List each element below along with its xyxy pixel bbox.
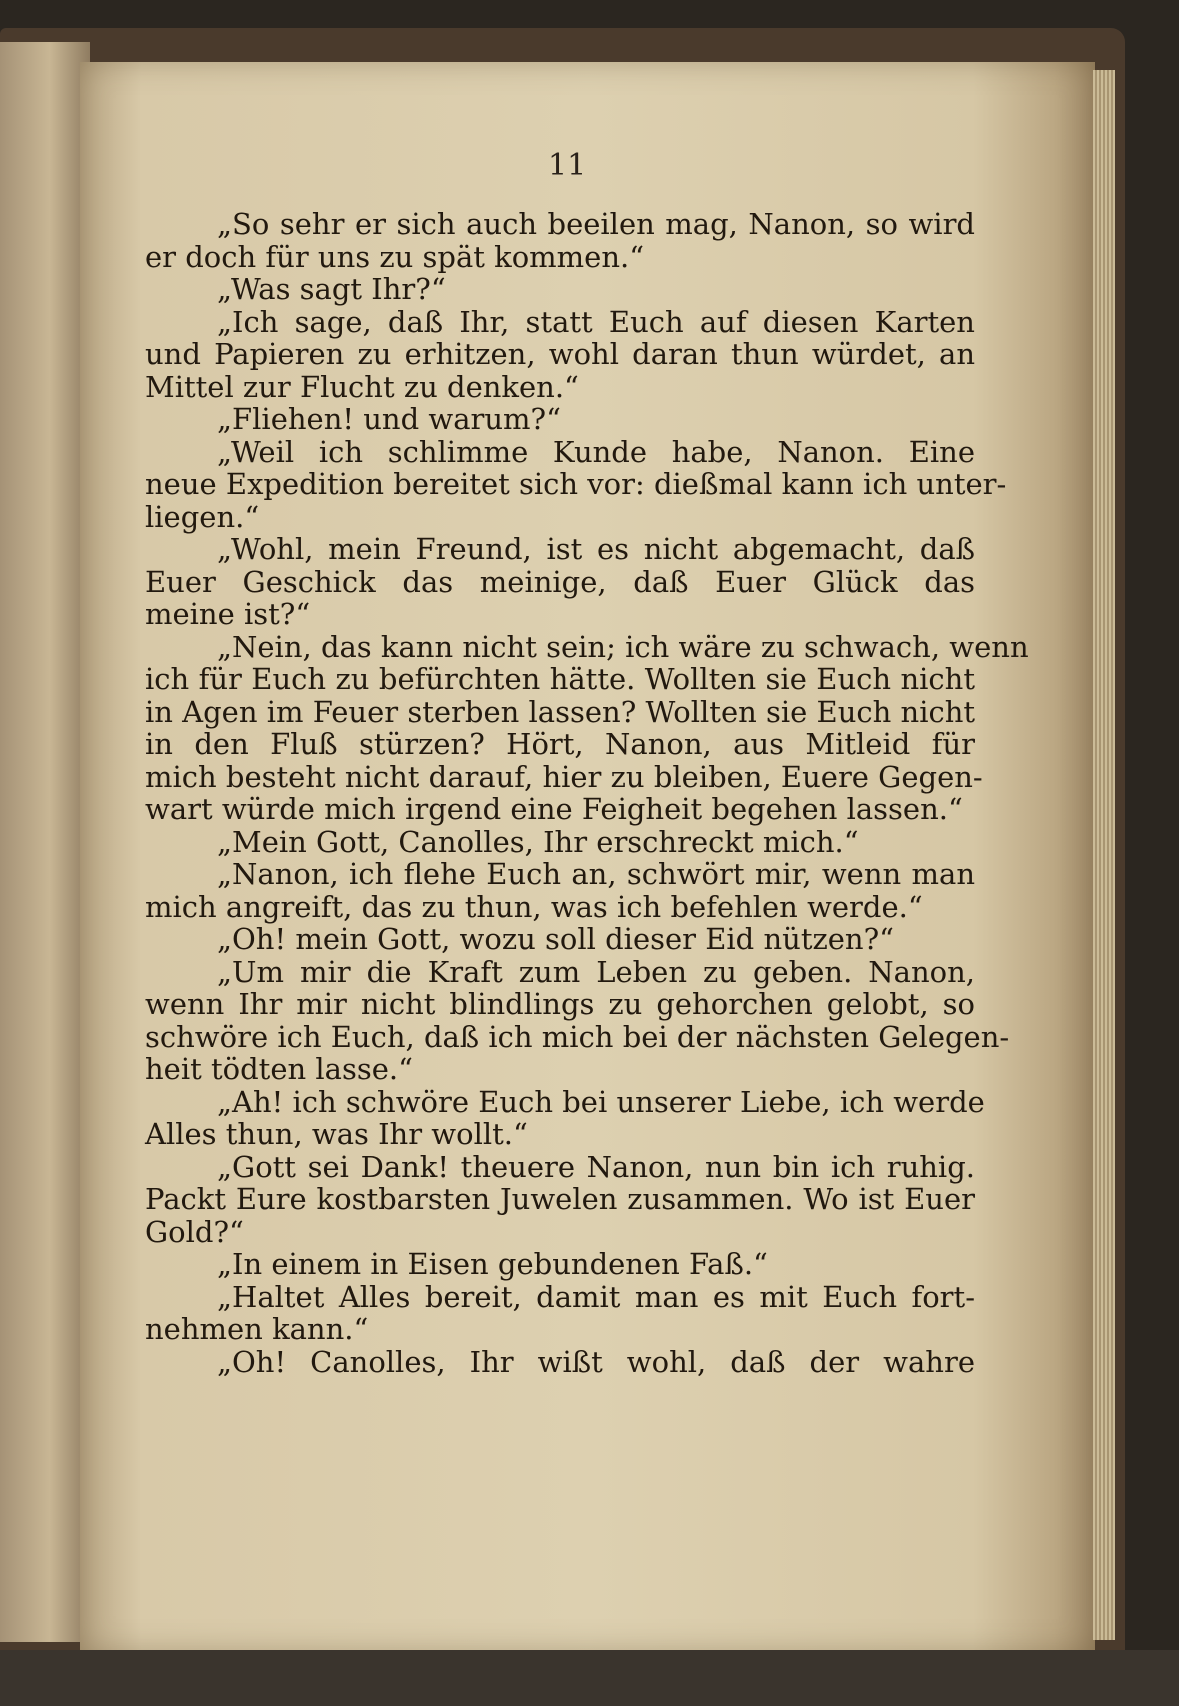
text-line: neue Expedition bereitet sich vor: dießmal kann ich unter- <box>145 467 1007 501</box>
text-line: „Oh! Canolles, Ihr wißt wohl, daß der wahre <box>217 1344 975 1379</box>
text-line: „Gott sei Dank! theuere Nanon, nun bin ich ruhig. <box>217 1149 975 1184</box>
text-line: „Ah! ich schwöre Euch bei unserer Liebe, ich werde <box>217 1084 985 1119</box>
text-line: in Agen im Feuer sterben lassen? Wollten sie Euch nicht <box>145 694 976 729</box>
text-line: heit tödten lasse.“ <box>145 1052 413 1086</box>
text-line: Gold?“ <box>145 1214 244 1249</box>
text-line: schwöre ich Euch, daß ich mich bei der nächsten Gelegen- <box>145 1019 1010 1054</box>
text-line: „Haltet Alles bereit, damit man es mit Euch fort- <box>217 1279 975 1314</box>
text-line: liegen.“ <box>145 499 260 534</box>
text-line: „Um mir die Kraft zum Leben zu geben. Nanon, <box>217 954 975 989</box>
text-line: „Mein Gott, Canolles, Ihr erschreckt mich.“ <box>217 824 859 859</box>
page-number: 11 <box>548 148 587 183</box>
text-line: mich angreift, das zu thun, was ich befehlen werde.“ <box>145 889 923 924</box>
text-line: meine ist?“ <box>145 597 311 631</box>
text-line: wenn Ihr mir nicht blindlings zu gehorchen gelobt, so <box>145 987 975 1021</box>
text-line: Mittel zur Flucht zu denken.“ <box>145 369 579 404</box>
text-line: wart würde mich irgend eine Feigheit begehen lassen.“ <box>145 792 963 826</box>
text-line: und Papieren zu erhitzen, wohl daran thun würdet, an <box>145 337 975 371</box>
page-stack-edge <box>1093 70 1115 1640</box>
text-line: er doch für uns zu spät kommen.“ <box>145 239 645 274</box>
text-line: nehmen kann.“ <box>145 1312 369 1346</box>
text-line: Packt Eure kostbarsten Juwelen zusammen. Wo ist Euer <box>145 1182 975 1216</box>
text-line: „In einem in Eisen gebundenen Faß.“ <box>217 1247 768 1281</box>
text-line: „Oh! mein Gott, wozu soll dieser Eid nützen?“ <box>217 922 894 956</box>
text-line: mich besteht nicht darauf, hier zu bleiben, Euere Gegen- <box>145 759 983 794</box>
body-text <box>145 207 1029 1379</box>
text-line: „Weil ich schlimme Kunde habe, Nanon. Eine <box>217 434 975 469</box>
left-page-edge <box>0 42 90 1642</box>
text-line: „Was sagt Ihr?“ <box>217 272 446 306</box>
text-line: „Ich sage, daß Ihr, statt Euch auf diesen Karten <box>217 304 975 339</box>
text-line: „Wohl, mein Freund, ist es nicht abgemacht, daß <box>217 532 975 566</box>
background-bottom <box>0 1650 1179 1706</box>
text-line: „Fliehen! und warum?“ <box>217 402 561 436</box>
text-line: „So sehr er sich auch beeilen mag, Nanon, so wird <box>217 207 975 241</box>
text-line: in den Fluß stürzen? Hört, Nanon, aus Mitleid für <box>145 727 975 761</box>
text-line: ich für Euch zu befürchten hätte. Wollten sie Euch nicht <box>145 662 975 696</box>
text-line: Alles thun, was Ihr wollt.“ <box>145 1117 528 1151</box>
text-line: Euer Geschick das meinige, daß Euer Glück das <box>145 564 975 599</box>
text-line: „Nanon, ich flehe Euch an, schwört mir, wenn man <box>217 857 975 891</box>
text-line: „Nein, das kann nicht sein; ich wäre zu schwach, wenn <box>217 629 1029 664</box>
